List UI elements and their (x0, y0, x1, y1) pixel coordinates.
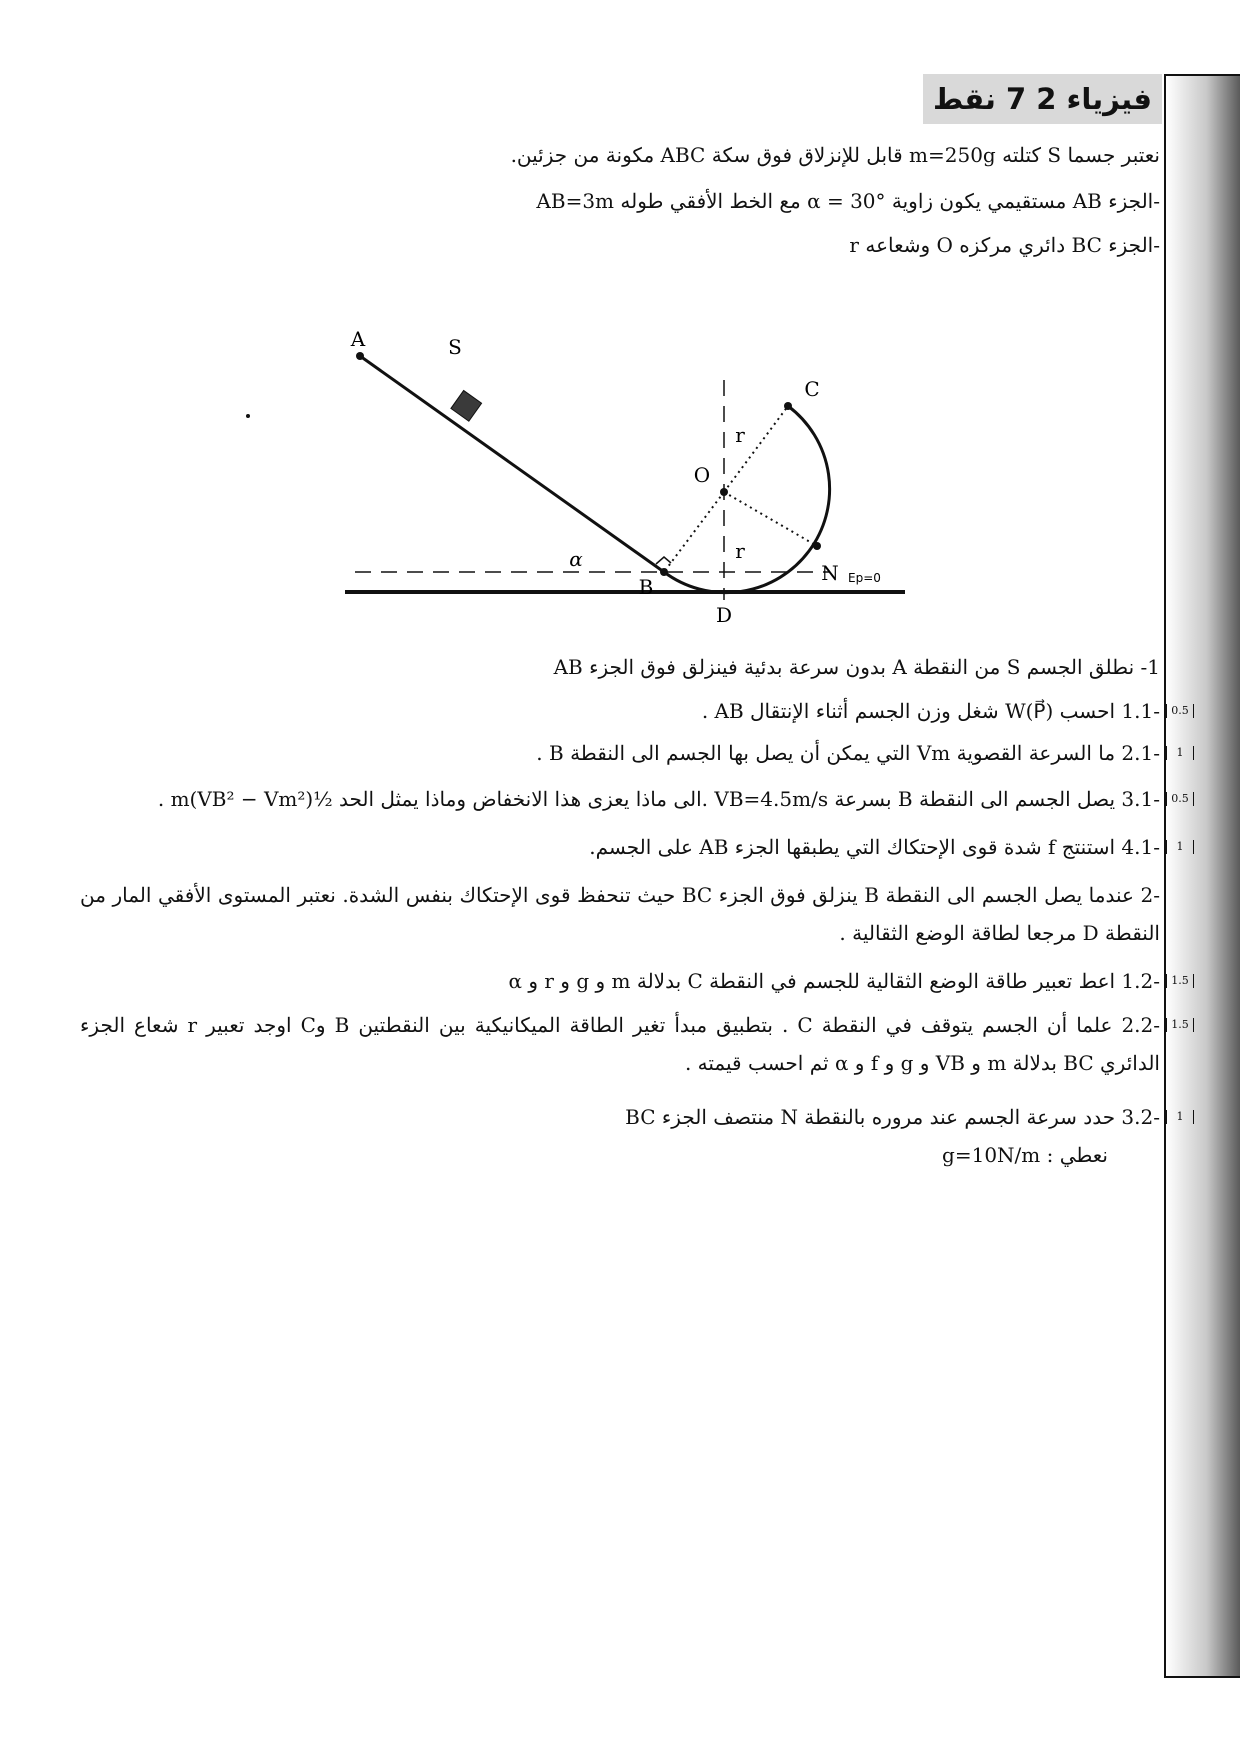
label-r-top: r (735, 423, 745, 447)
track-diagram (330, 310, 930, 630)
label-b: B (638, 575, 654, 599)
question-1-2: -2.1 ما السرعة القصوية Vm التي يمكن أن يصل بها الجسم الى النقطة B . (536, 741, 1160, 765)
given-data: نعطي : g=10N/m (942, 1143, 1108, 1167)
question-2-1: -1.2 اعط تعبير طاقة الوضع الثقالية للجسم في النقطة C بدلالة m و g و r و α (508, 969, 1160, 993)
stray-dot (246, 414, 250, 418)
incline-ab (360, 356, 664, 572)
exercise-title: فيزياء 2 7 نقط (923, 74, 1162, 124)
label-s: S (448, 335, 462, 359)
point-a (356, 352, 364, 360)
points-2-3: 1 (1166, 1110, 1194, 1124)
intro-line-2: -الجزء AB مستقيمي يكون زاوية α = 30° مع الخط الأفقي طوله AB=3m (536, 189, 1160, 213)
part1-heading: 1- نطلق الجسم S من النقطة A بدون سرعة بدئية فينزلق فوق الجزء AB (553, 655, 1160, 679)
intro-line-3: -الجزء BC دائري مركزه O وشعاعه r (849, 233, 1160, 257)
side-margin-bar (1164, 74, 1240, 1678)
block-s (451, 391, 482, 422)
arc-bc (664, 406, 830, 593)
radius-on (724, 492, 817, 546)
question-2-3: -3.2 حدد سرعة الجسم عند مروره بالنقطة N منتصف الجزء BC (625, 1105, 1160, 1129)
point-n (813, 542, 821, 550)
question-2-2: -2.2 علما أن الجسم يتوقف في النقطة C . بتطبيق مبدأ تغير الطاقة الميكانيكية بين النقطتين B وC اوجد تعبير r شعاع الجزء الدائري BC بدلالة m و VB و g و f و α ثم احسب قيمته . (80, 1013, 1161, 1075)
label-d: D (715, 603, 733, 627)
points-2-2: 1.5 (1166, 1018, 1194, 1032)
points-1-3: 0.5 (1166, 792, 1194, 806)
label-ep0: Ep=0 (848, 571, 881, 585)
label-o: O (693, 463, 711, 487)
label-c: C (804, 377, 820, 401)
label-alpha: α (569, 547, 583, 571)
right-angle-mark (656, 557, 671, 564)
points-1-4: 1 (1166, 840, 1194, 854)
intro-line-1: نعتبر جسما S كتلته m=250g قابل للإنزلاق فوق سكة ABC مكونة من جزئين. (510, 143, 1160, 167)
label-r-bottom: r (735, 539, 745, 563)
part2-heading: -2 عندما يصل الجسم الى النقطة B ينزلق فوق الجزء BC حيث تنحفظ قوى الإحتكاك بنفس الشدة. نعتبر المستوى الأفقي المار من النقطة D مرجعا لطاقة الوضع الثقالية . (80, 883, 1161, 945)
question-1-4: -4.1 استنتج f شدة قوى الإحتكاك التي يطبقها الجزء AB على الجسم. (589, 835, 1160, 859)
point-c (784, 402, 792, 410)
radius-oc (724, 406, 788, 492)
question-1-1: -1.1 احسب W(P⃗) شغل وزن الجسم أثناء الإنتقال AB . (701, 699, 1160, 723)
label-n: N (821, 561, 839, 585)
radius-ob (664, 492, 724, 572)
points-2-1: 1.5 (1166, 974, 1194, 988)
point-o (720, 488, 728, 496)
question-1-3: -3.1 يصل الجسم الى النقطة B بسرعة VB=4.5m/s .الى ماذا يعزى هذا الانخفاض وماذا يمثل الحد ½m(VB² − Vm²) . (157, 787, 1160, 811)
points-1-2: 1 (1166, 746, 1194, 760)
point-b (660, 568, 668, 576)
label-a: A (350, 327, 366, 351)
points-1-1: 0.5 (1166, 704, 1194, 718)
